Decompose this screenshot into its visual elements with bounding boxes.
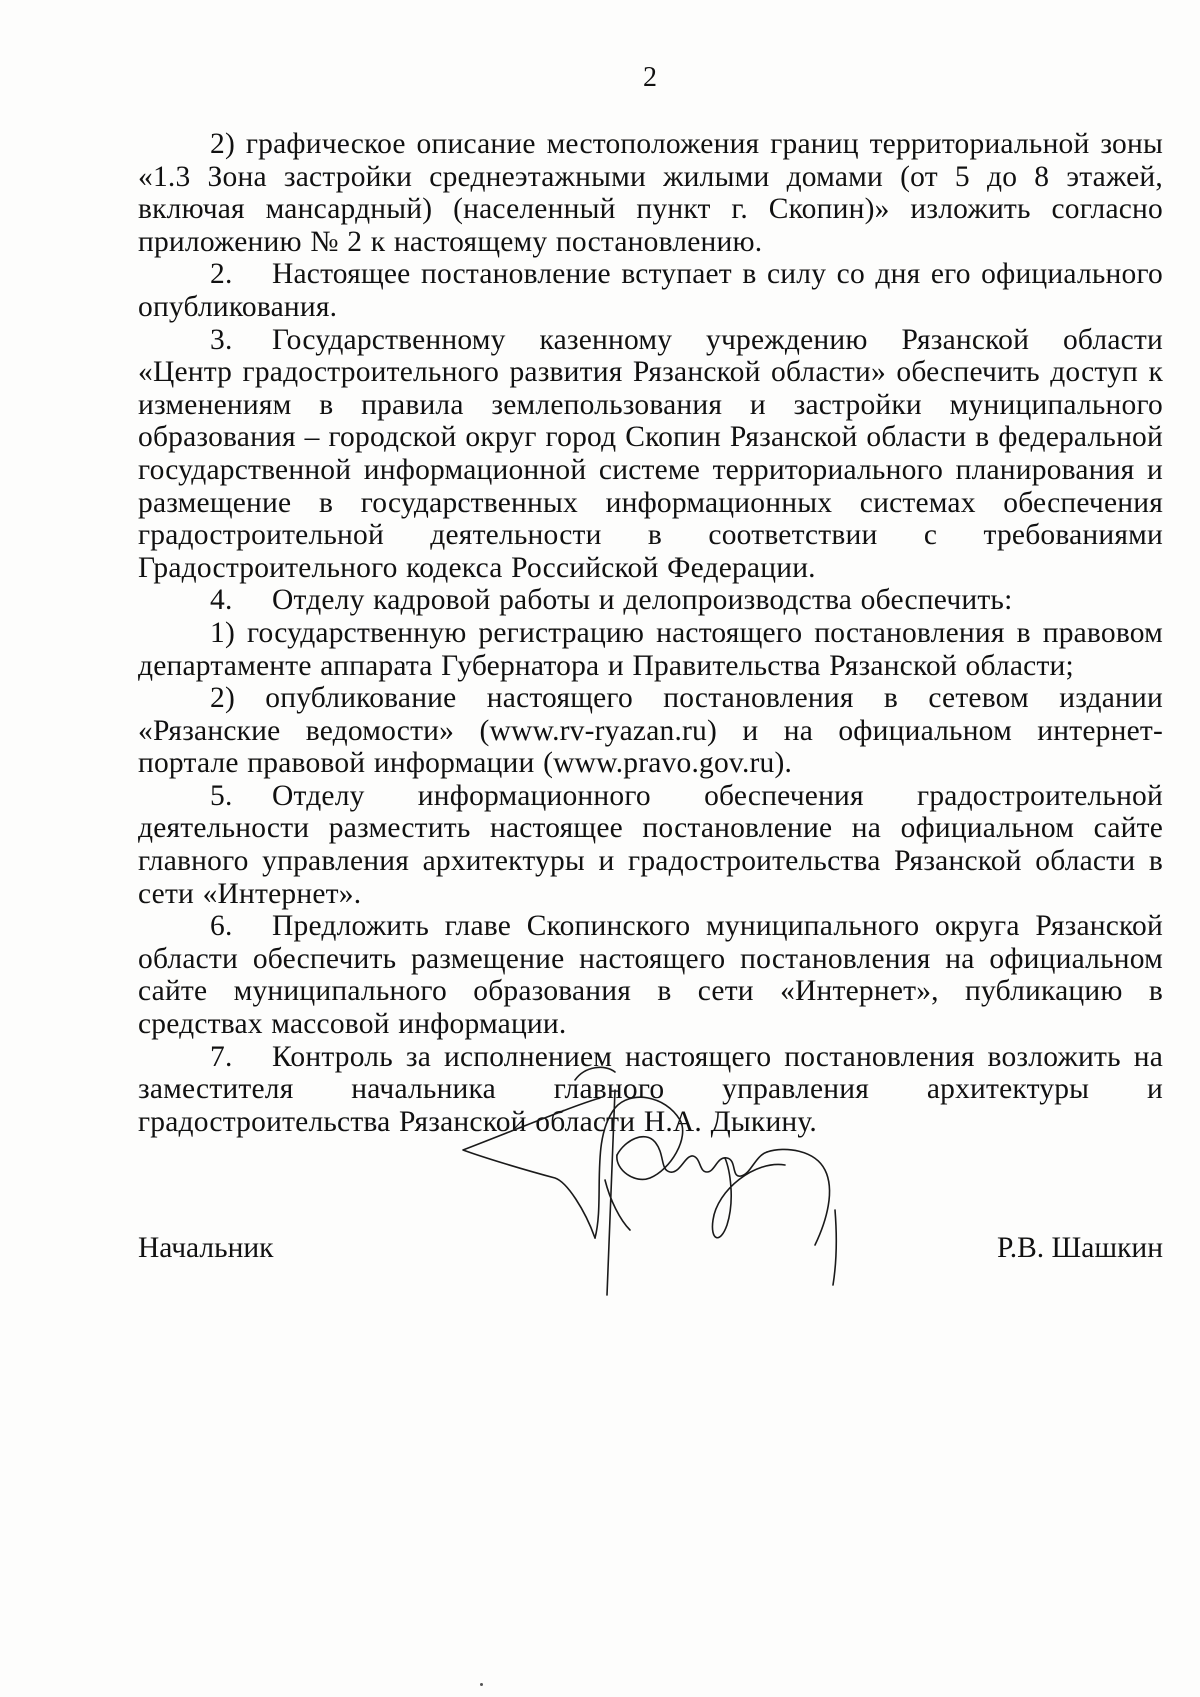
paragraph bbox=[138, 584, 1163, 617]
paragraph-text: Государственному казенному учреждению Рязанской области «Центр градостроительного развития Рязанской области» обеспечить доступ к изменениям в правила землепользования и застройки муниципального образования – городской округ город Скопин Рязанской области в федеральной государственной информационной системе территориального планирования и размещение в государственных информационных системах обеспечения градостроительной деятельности в соответствии с требованиями Градостроительного кодекса Российской Федерации. bbox=[138, 323, 1163, 584]
signer-title: Начальник bbox=[138, 1232, 274, 1264]
paragraph-text: Предложить главе Скопинского муниципального округа Рязанской области обеспечить размещение настоящего постановления на официальном сайте муниципального образования в сети «Интернет», публикацию в средствах массовой информации. bbox=[138, 910, 1163, 1041]
paragraph-text: 2) графическое описание местоположения границ территориальной зоны «1.3 Зона застройки среднеэтажными жилыми домами (от 5 до 8 этажей, включая мансардный) (населенный пункт г. Скопин)» изложить согласно приложению № 2 к настоящему постановлению. bbox=[138, 128, 1163, 258]
paragraph bbox=[138, 324, 1163, 585]
paragraph bbox=[138, 617, 1163, 682]
paragraph-text: Контроль за исполнением настоящего постановления возложить на заместителя начальника главного управления архитектуры и градостроительства Рязанской области Н.А. Дыкину. bbox=[138, 1040, 1163, 1138]
item-number: 3. bbox=[210, 323, 233, 356]
page-number: 2 bbox=[643, 62, 657, 93]
document-body bbox=[138, 128, 1163, 1138]
item-number: 5. bbox=[210, 779, 233, 812]
paragraph bbox=[138, 128, 1163, 258]
item-number: 4. bbox=[210, 584, 233, 617]
signer-name: Р.В. Шашкин bbox=[997, 1232, 1163, 1264]
paragraph-text: 1) государственную регистрацию настоящего постановления в правовом департаменте аппарата Губернатора и Правительства Рязанской области; bbox=[138, 616, 1163, 682]
item-number: 7. bbox=[210, 1040, 233, 1073]
paragraph-text: Настоящее постановление вступает в силу со дня его официального опубликования. bbox=[138, 258, 1163, 323]
paragraph bbox=[138, 780, 1163, 910]
paragraph-text: Отделу информационного обеспечения градостроительной деятельности разместить настоящее постановление на официальном сайте главного управления архитектуры и градостроительства Рязанской области в сети «Интернет». bbox=[138, 779, 1163, 910]
scan-speck bbox=[480, 1683, 483, 1686]
paragraph-text: 2) опубликование настоящего постановления в сетевом издании «Рязанские ведомости» (www.rv-ryazan.ru) и на официальном интернет-портале правовой информации (www.pravo.gov.ru). bbox=[138, 682, 1163, 780]
handwritten-signature bbox=[455, 1060, 875, 1350]
paragraph-text: Отделу кадровой работы и делопроизводства обеспечить: bbox=[272, 584, 1013, 617]
item-number: 6. bbox=[210, 910, 233, 943]
paragraph bbox=[138, 910, 1163, 1040]
paragraph bbox=[138, 682, 1163, 780]
item-number: 2. bbox=[210, 258, 233, 291]
paragraph bbox=[138, 258, 1163, 323]
